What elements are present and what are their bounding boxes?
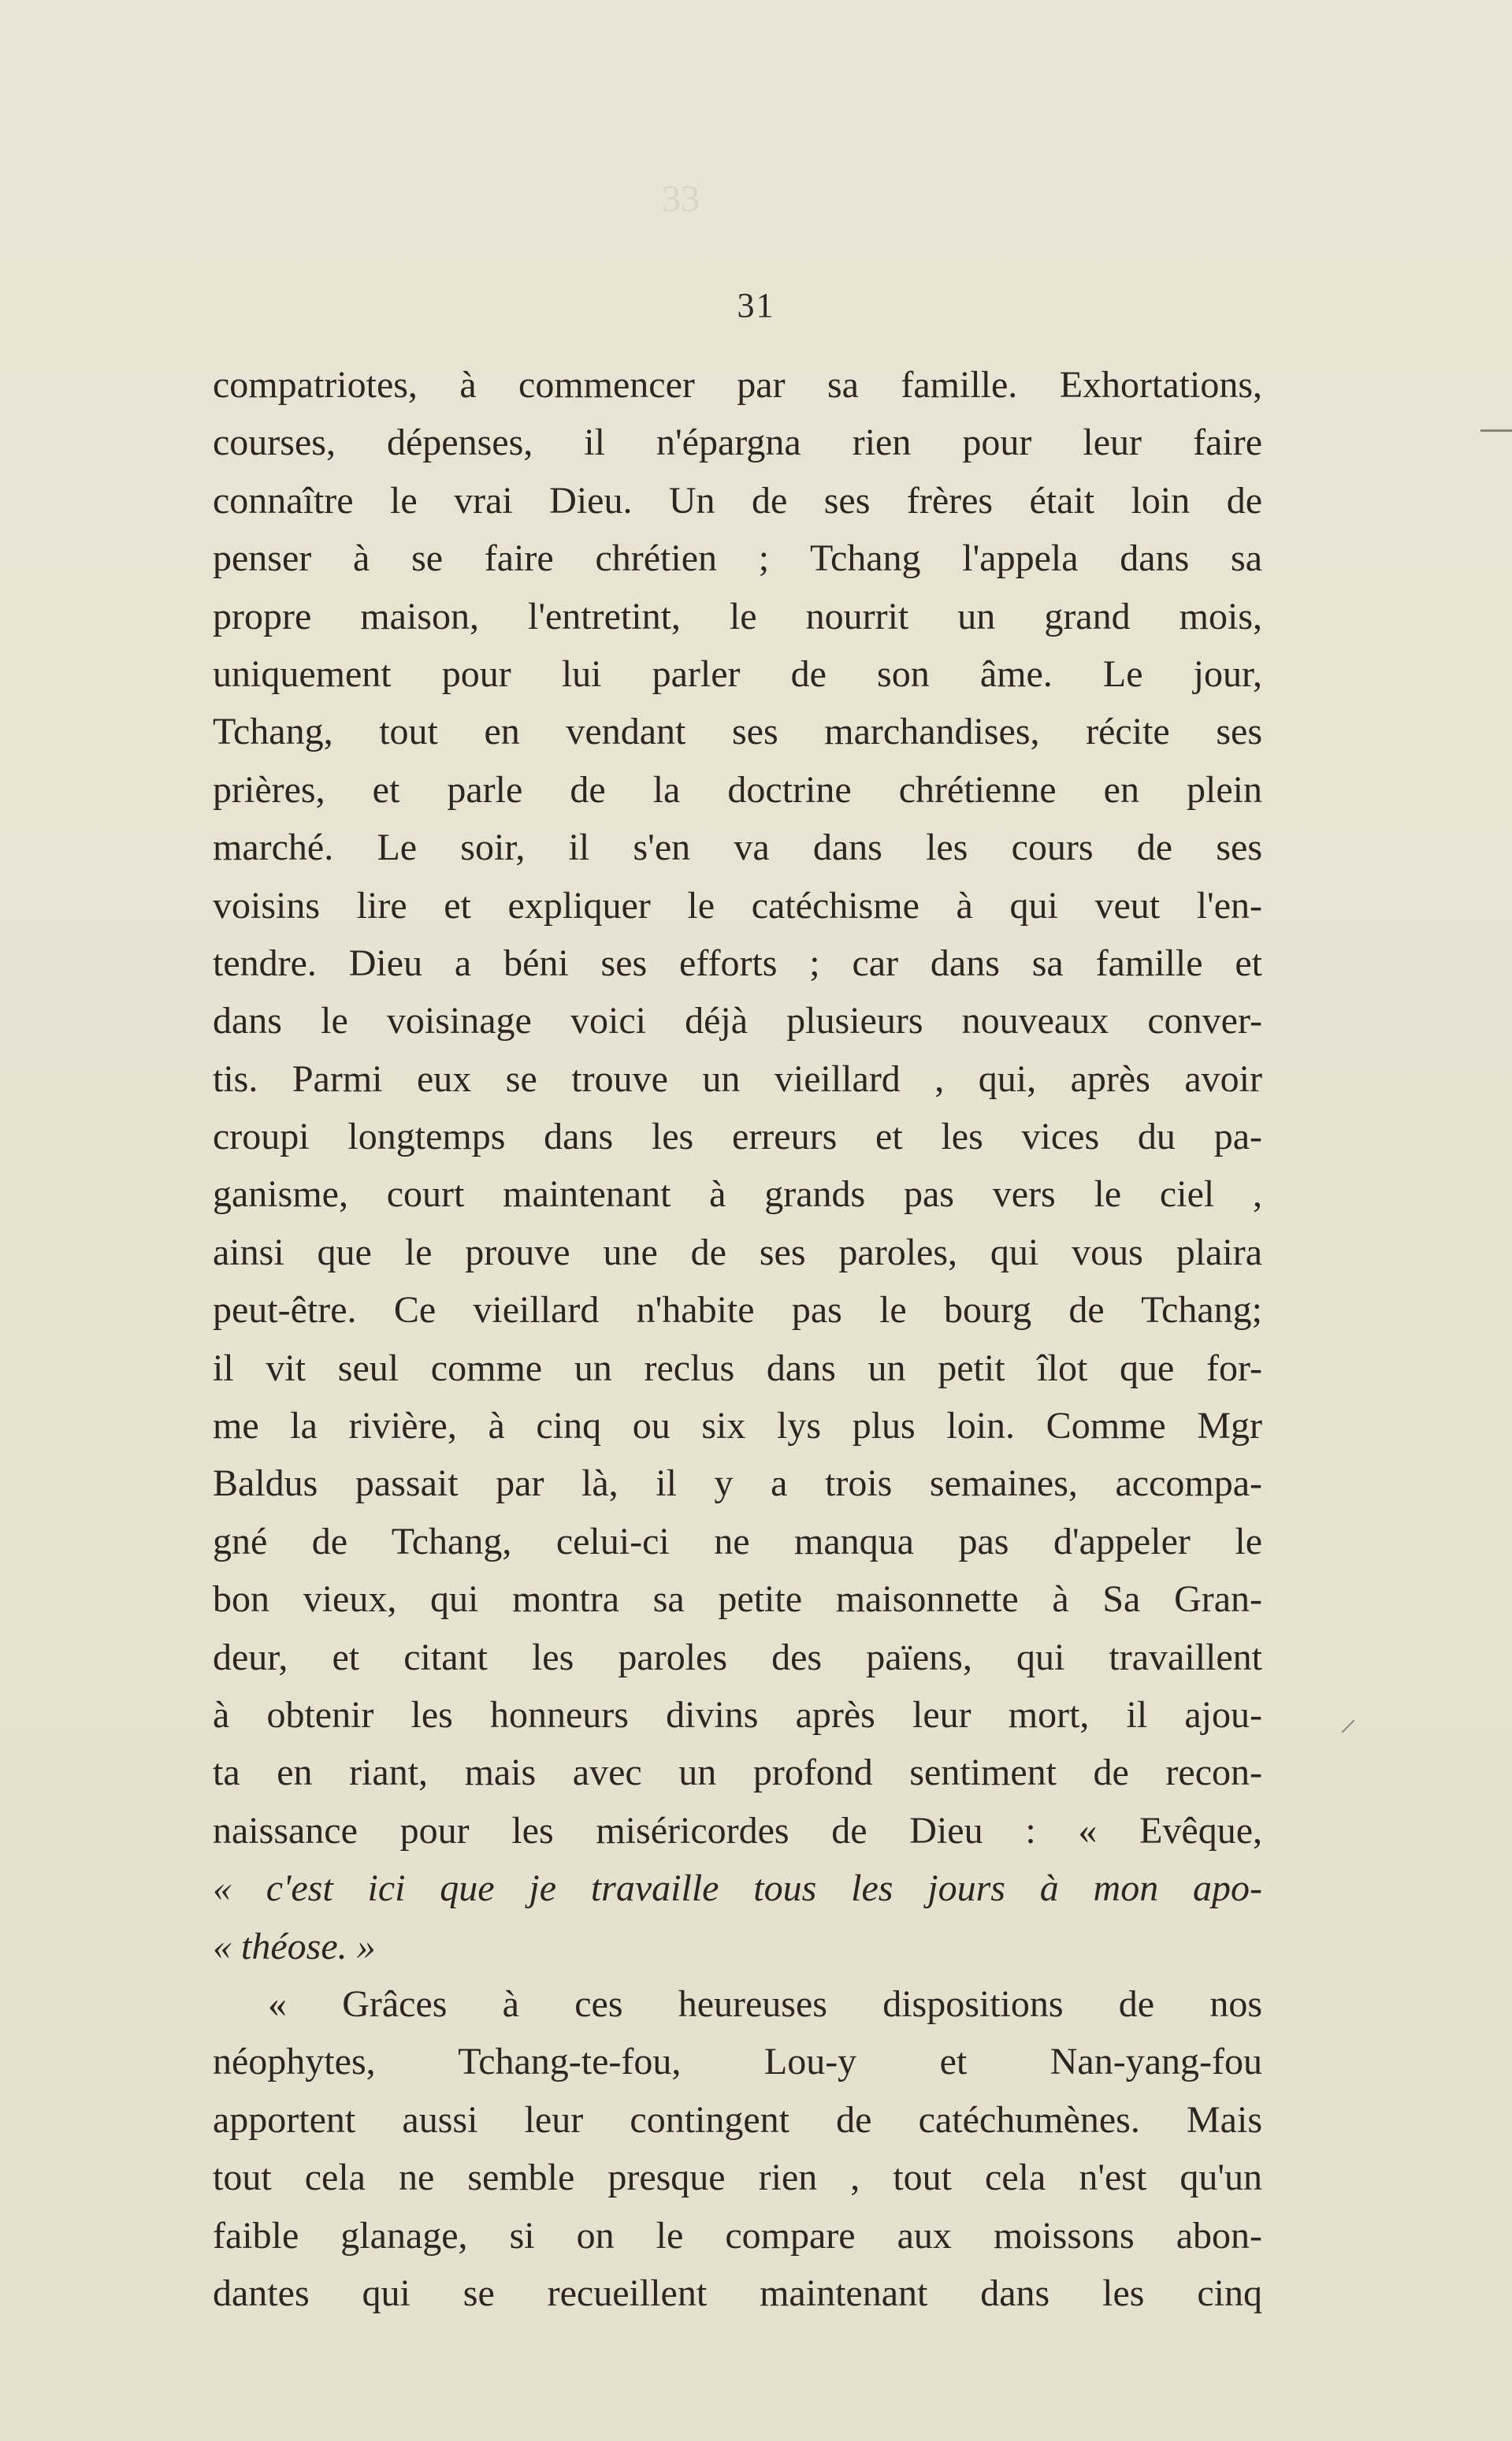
page-number: 31: [737, 286, 775, 325]
text-line: prières, et parle de la doctrine chrétienne en plein: [213, 768, 1262, 811]
text-line: deur, et citant les paroles des païens, qui travaillent: [213, 1636, 1262, 1678]
text-line: gné de Tchang, celui-ci ne manqua pas d'appeler le: [213, 1520, 1262, 1562]
text-line: uniquement pour lui parler de son âme. Le jour,: [213, 652, 1262, 695]
text-line: tendre. Dieu a béni ses efforts ; car dans sa famille et: [213, 942, 1262, 984]
text-line: tis. Parmi eux se trouve un vieillard , qui, après avoir: [213, 1057, 1262, 1100]
text-line: il vit seul comme un reclus dans un petit îlot que for-: [213, 1347, 1262, 1389]
text-line: penser à se faire chrétien ; Tchang l'appela dans sa: [213, 537, 1262, 580]
text-line: croupi longtemps dans les erreurs et les vices du pa-: [213, 1116, 1262, 1158]
text-line: connaître le vrai Dieu. Un de ses frères était loin de: [213, 479, 1262, 522]
text-line: ainsi que le prouve une de ses paroles, qui vous plaira: [213, 1231, 1262, 1273]
text-line: ganisme, court maintenant à grands pas vers le ciel ,: [213, 1173, 1262, 1216]
text-line: me la rivière, à cinq ou six lys plus loin. Comme Mgr: [213, 1405, 1262, 1447]
text-line: tout cela ne semble presque rien , tout cela n'est qu'un: [213, 2157, 1262, 2199]
text-line: Baldus passait par là, il y a trois semaines, accompa-: [213, 1462, 1262, 1505]
text-line: marché. Le soir, il s'en va dans les cours de ses: [213, 827, 1262, 869]
text-line: dans le voisinage voici déjà plusieurs nouveaux conver-: [213, 1000, 1262, 1042]
body-text: [213, 356, 1262, 2322]
quote-line: « théose. »: [213, 1925, 376, 1967]
text-line: à obtenir les honneurs divins après leur mort, il ajou-: [213, 1693, 1262, 1736]
text-line: propre maison, l'entretint, le nourrit un grand mois,: [213, 595, 1262, 637]
text-line: dantes qui se recueillent maintenant dans les cinq: [213, 2272, 1262, 2314]
text-line: néophytes, Tchang-te-fou, Lou-y et Nan-yang-fou: [213, 2041, 1262, 2083]
text-line: peut-être. Ce vieillard n'habite pas le bourg de Tchang;: [213, 1289, 1262, 1332]
text-line: ta en riant, mais avec un profond sentiment de recon-: [213, 1752, 1262, 1794]
text-line: voisins lire et expliquer le catéchisme à qui veut l'en-: [213, 884, 1262, 927]
page-edge-mark: [1480, 429, 1512, 432]
text-line: compatriotes, à commencer par sa famille. Exhortations,: [213, 364, 1262, 406]
text-line: faible glanage, si on le compare aux moissons abon-: [213, 2214, 1262, 2257]
quote-line: « c'est ici que je travaille tous les jours à mon apo-: [213, 1867, 1262, 1910]
paragraph-start-line: « Grâces à ces heureuses dispositions de nos: [268, 1982, 1262, 2025]
text-line: naissance pour les miséricordes de Dieu : « Evêque,: [213, 1809, 1262, 1852]
pencil-tick-mark: [1342, 1720, 1355, 1733]
text-line: Tchang, tout en vendant ses marchandises, récite ses: [213, 711, 1262, 753]
text-line: apportent aussi leur contingent de catéchumènes. Mais: [213, 2098, 1262, 2141]
show-through-text: 33: [662, 178, 700, 220]
text-line: courses, dépenses, il n'épargna rien pour leur faire: [213, 422, 1262, 464]
text-line: bon vieux, qui montra sa petite maisonnette à Sa Gran-: [213, 1578, 1262, 1621]
